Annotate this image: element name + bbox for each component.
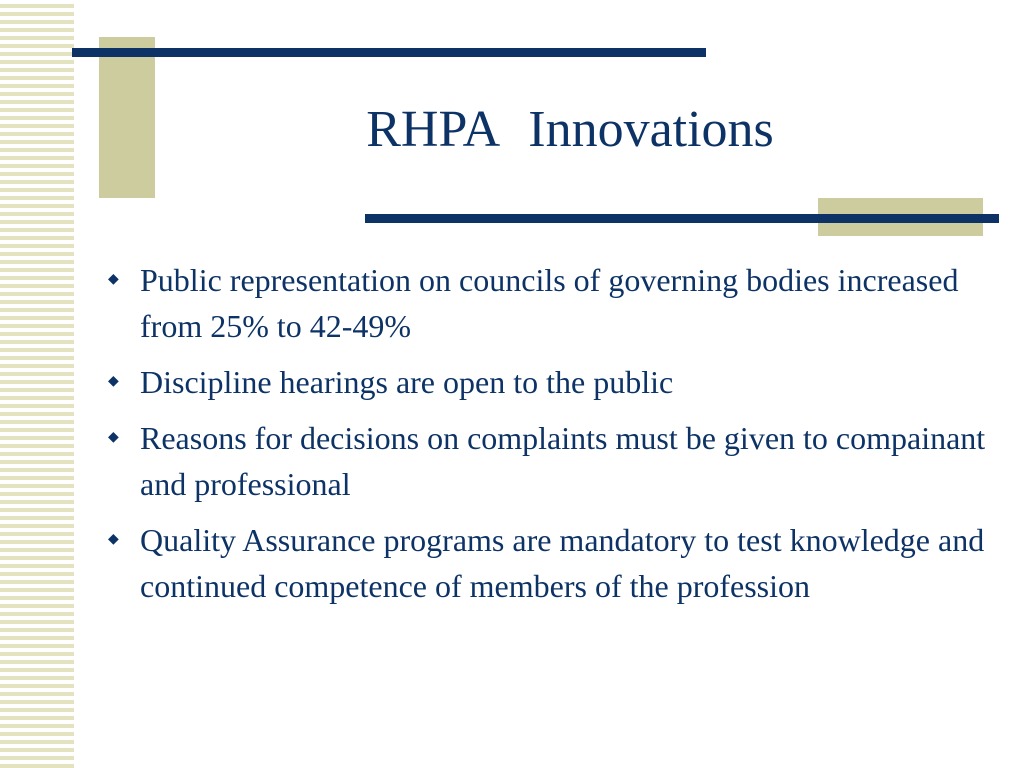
bullet-item <box>106 517 986 609</box>
diamond-bullet-icon: ◆ <box>108 532 119 547</box>
decorative-tan-block-top <box>99 37 155 198</box>
slide-title: RHPA Innovations <box>366 101 774 158</box>
diamond-bullet-icon: ◆ <box>108 430 119 445</box>
decorative-navy-line-bottom <box>365 214 999 223</box>
bullet-item <box>106 359 986 405</box>
bullet-item <box>106 257 986 349</box>
bullet-text: Public representation on councils of governing bodies increased from 25% to 42-49% <box>140 262 959 344</box>
bullet-text: Discipline hearings are open to the public <box>140 364 674 400</box>
bullet-list <box>106 257 986 619</box>
decorative-navy-line-top <box>72 48 706 57</box>
decorative-stripe-bar <box>0 0 74 768</box>
diamond-bullet-icon: ◆ <box>108 374 119 389</box>
diamond-bullet-icon: ◆ <box>108 272 119 287</box>
bullet-item <box>106 415 986 507</box>
bullet-text: Reasons for decisions on complaints must be given to compainant and professional <box>140 420 986 502</box>
bullet-text: Quality Assurance programs are mandatory to test knowledge and continued competence of members of the profession <box>140 522 985 604</box>
